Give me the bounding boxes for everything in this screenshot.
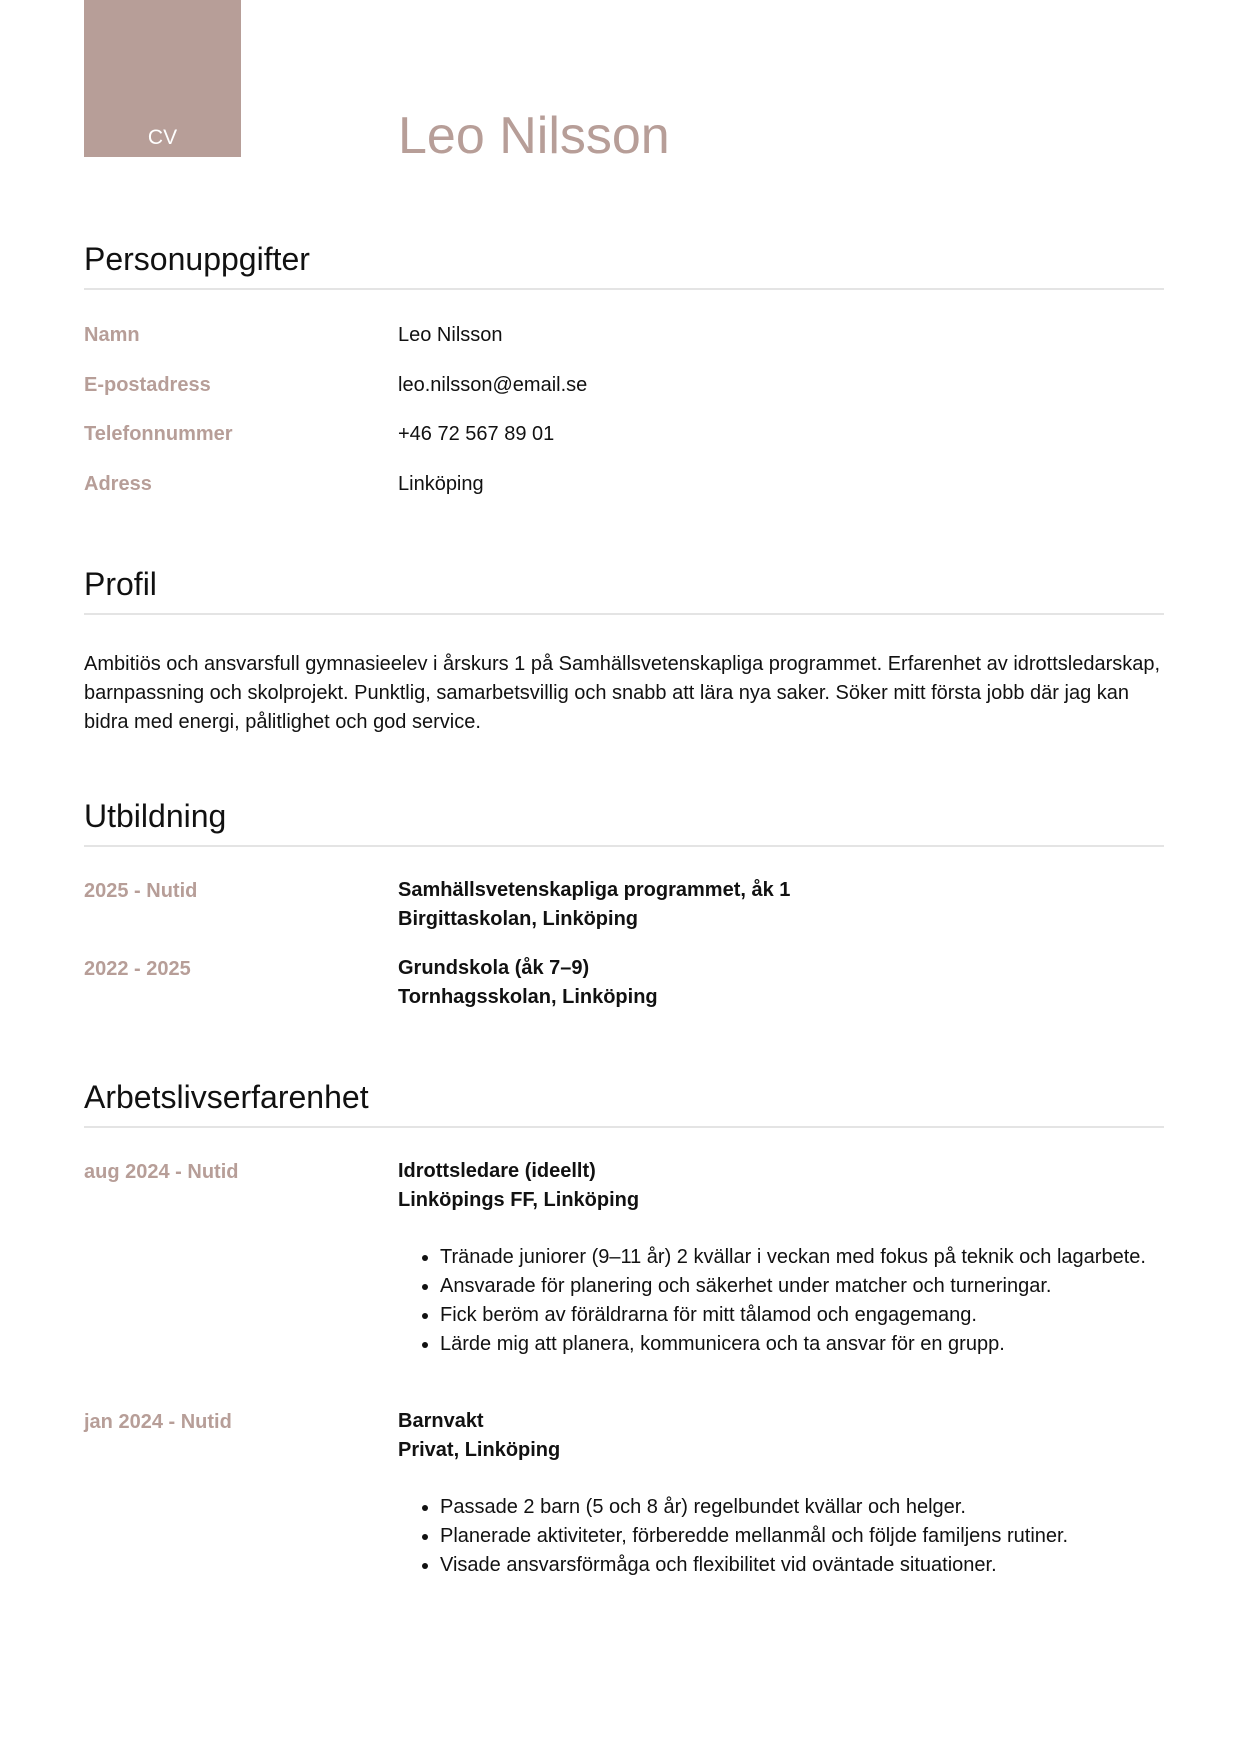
work-employer: Privat, Linköping [398,1439,561,1461]
work-employer: Linköpings FF, Linköping [398,1189,640,1211]
work-date: aug 2024 - Nutid [84,1161,239,1183]
list-item: • Fick beröm av föräldrarna för mitt tålamod och engagemang. [440,1301,1160,1330]
work-role: Barnvakt [398,1410,484,1432]
section-divider [84,845,1164,847]
page-title: Leo Nilsson [398,107,670,165]
education-school: Tornhagsskolan, Linköping [398,986,658,1008]
education-date: 2025 - Nutid [84,880,198,902]
list-item: • Tränade juniorer (9–11 år) 2 kvällar i veckan med fokus på teknik och lagarbete. [440,1243,1160,1272]
personal-label-address: Adress [84,473,152,495]
personal-label-name: Namn [84,324,140,346]
work-role: Idrottsledare (ideellt) [398,1160,596,1182]
section-divider [84,613,1164,615]
education-entry [398,876,1158,934]
personal-label-email: E-postadress [84,374,211,396]
list-item: • Visade ansvarsförmåga och flexibilitet vid oväntade situationer. [440,1551,1160,1580]
list-item: • Lärde mig att planera, kommunicera och ta ansvar för en grupp. [440,1330,1160,1359]
education-program: Samhällsvetenskapliga programmet, åk 1 [398,879,791,901]
section-title-work: Arbetslivserfarenhet [84,1079,369,1115]
personal-value-name: Leo Nilsson [398,324,503,346]
list-item: • Planerade aktiviteter, förberedde mellanmål och följde familjens rutiner. [440,1522,1160,1551]
list-item: • Ansvarade för planering och säkerhet under matcher och turneringar. [440,1272,1160,1301]
work-bullet-list [398,1243,1160,1359]
education-date: 2022 - 2025 [84,958,191,980]
profile-text: Ambitiös och ansvarsfull gymnasieelev i årskurs 1 på Samhällsvetenskapliga programmet. Erfarenhet av idrottsledarskap, barnpassning och skolprojekt. Punktlig, samarbetsvillig och snabb att lära nya saker. Söker mitt första jobb där jag kan bidra med energi, pålitlighet och god service. [84,653,1161,733]
education-entry [398,954,1158,1012]
personal-value-phone: +46 72 567 89 01 [398,423,555,445]
work-entry-header [398,1407,1158,1465]
cv-badge-label: CV [147,126,178,149]
work-bullet-list [398,1493,1160,1580]
personal-label-phone: Telefonnummer [84,423,233,445]
personal-value-email: leo.nilsson@email.se [398,374,588,396]
education-program: Grundskola (åk 7–9) [398,957,590,979]
section-title-education: Utbildning [84,798,227,834]
personal-value-address: Linköping [398,473,484,495]
section-title-personal: Personuppgifter [84,241,310,277]
education-school: Birgittaskolan, Linköping [398,908,639,930]
work-entry-header [398,1157,1158,1215]
list-item: • Passade 2 barn (5 och 8 år) regelbundet kvällar och helger. [440,1493,1160,1522]
cv-badge [84,0,241,157]
section-divider [84,1126,1164,1128]
section-title-profile: Profil [84,566,157,602]
section-divider [84,288,1164,290]
work-date: jan 2024 - Nutid [84,1411,232,1433]
